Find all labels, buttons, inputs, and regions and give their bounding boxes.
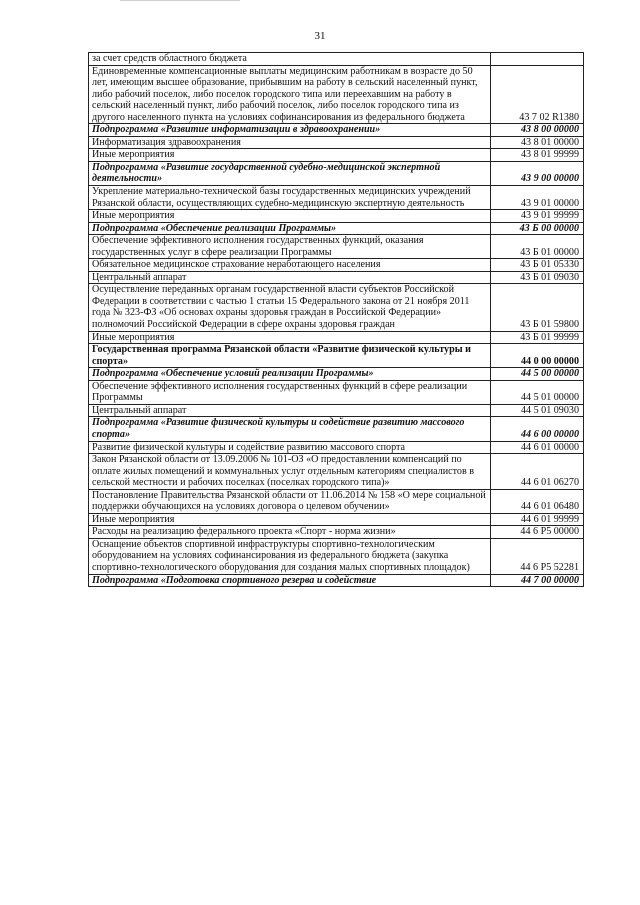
- row-code-cell: 44 6 00 00000: [491, 417, 584, 441]
- row-name-cell: Центральный аппарат: [89, 404, 491, 417]
- table-row: [89, 454, 584, 490]
- row-code-cell: 43 8 01 99999: [491, 149, 584, 162]
- row-code-cell: 43 8 00 00000: [491, 124, 584, 137]
- row-code-cell: 44 7 00 00000: [491, 574, 584, 587]
- table-row: [89, 513, 584, 526]
- row-code-cell: 44 6 01 00000: [491, 441, 584, 454]
- table-row: [89, 161, 584, 185]
- table-row: [89, 380, 584, 404]
- row-code-cell: 44 0 00 00000: [491, 344, 584, 368]
- row-code-cell: 43 Б 01 59800: [491, 284, 584, 331]
- row-name-cell: Информатизация здравоохранения: [89, 136, 491, 149]
- row-name-cell: Обеспечение эффективного исполнения государственных функций, оказания государственных услуг в сфере реализации Программы: [89, 235, 491, 259]
- table-row: [89, 526, 584, 539]
- table-row: [89, 331, 584, 344]
- row-name-cell: Государственная программа Рязанской области «Развитие физической культуры и спорта»: [89, 344, 491, 368]
- row-code-cell: 43 Б 01 00000: [491, 235, 584, 259]
- row-name-cell: Обеспечение эффективного исполнения государственных функций в сфере реализации Программы: [89, 380, 491, 404]
- table-row: [89, 417, 584, 441]
- table-row: [89, 344, 584, 368]
- row-name-cell: Оснащение объектов спортивной инфраструктуры спортивно-технологическим оборудованием на условиях софинансирования из федерального бюджета (закупка спортивно-технологического оборудования для создания малых спортивных площадок): [89, 538, 491, 574]
- row-name-cell: Подпрограмма «Развитие информатизации в здравоохранении»: [89, 124, 491, 137]
- table-row: [89, 53, 584, 66]
- row-code-cell: 43 Б 01 05330: [491, 259, 584, 272]
- row-code-cell: [491, 53, 584, 66]
- row-name-cell: Расходы на реализацию федерального проекта «Спорт - норма жизни»: [89, 526, 491, 539]
- row-code-cell: 44 5 01 00000: [491, 380, 584, 404]
- table-row: [89, 65, 584, 124]
- table-row: [89, 149, 584, 162]
- row-name-cell: Развитие физической культуры и содействие развитию массового спорта: [89, 441, 491, 454]
- row-code-cell: 43 7 02 R1380: [491, 65, 584, 124]
- row-code-cell: 43 9 01 99999: [491, 210, 584, 223]
- row-name-cell: Осуществление переданных органам государственной власти субъектов Российской Федерации в соответствии с частью 1 статьи 15 Федерального закона от 21 ноября 2011 года № 323-ФЗ «Об основах охраны здоровья граждан в Российской Федерации» полномочий Российской Федерации в сфере охраны здоровья граждан: [89, 284, 491, 331]
- table-row: [89, 368, 584, 381]
- row-name-cell: Подпрограмма «Подготовка спортивного резерва и содействие: [89, 574, 491, 587]
- row-code-cell: 44 6 01 99999: [491, 513, 584, 526]
- table-row: [89, 284, 584, 331]
- row-name-cell: Закон Рязанской области от 13.09.2006 № 101-ОЗ «О предоставлении компенсаций по оплате жилых помещений и коммунальных услуг отдельным категориям специалистов в сельской местности и рабочих поселках (поселках городского типа)»: [89, 454, 491, 490]
- row-code-cell: 44 6 01 06480: [491, 489, 584, 513]
- table-row: [89, 222, 584, 235]
- table-row: [89, 574, 584, 587]
- row-name-cell: Иные мероприятия: [89, 149, 491, 162]
- table-row: [89, 259, 584, 272]
- row-code-cell: 44 5 00 00000: [491, 368, 584, 381]
- row-name-cell: Иные мероприятия: [89, 331, 491, 344]
- row-code-cell: 44 6 01 06270: [491, 454, 584, 490]
- row-name-cell: Центральный аппарат: [89, 271, 491, 284]
- table-row: [89, 489, 584, 513]
- row-code-cell: 43 8 01 00000: [491, 136, 584, 149]
- page-number: 31: [314, 30, 326, 42]
- row-name-cell: за счет средств областного бюджета: [89, 53, 491, 66]
- table-row: [89, 271, 584, 284]
- table-row: [89, 210, 584, 223]
- row-name-cell: Единовременные компенсационные выплаты медицинским работникам в возрасте до 50 лет, имеющим высшее образование, прибывшим на работу в сельский населенный пункт, либо рабочий поселок, либо поселок городского типа или переехавшим на работу в сельский населенный пункт, либо рабочий поселок, либо поселок городского типа из другого населенного пункта на условиях софинансирования из федерального бюджета: [89, 65, 491, 124]
- row-name-cell: Подпрограмма «Развитие физической культуры и содействие развитию массового спорта»: [89, 417, 491, 441]
- row-code-cell: 43 Б 01 09030: [491, 271, 584, 284]
- row-code-cell: 43 Б 00 00000: [491, 222, 584, 235]
- table-row: [89, 538, 584, 574]
- table-row: [89, 124, 584, 137]
- table-row: [89, 186, 584, 210]
- table-row: [89, 441, 584, 454]
- row-code-cell: 43 9 01 00000: [491, 186, 584, 210]
- row-name-cell: Подпрограмма «Развитие государственной судебно-медицинской экспертной деятельности»: [89, 161, 491, 185]
- row-name-cell: Укрепление материально-технической базы государственных медицинских учреждений Рязанской области, осуществляющих судебно-медицинскую экспертную деятельность: [89, 186, 491, 210]
- table-row: [89, 235, 584, 259]
- row-name-cell: Подпрограмма «Обеспечение реализации Программы»: [89, 222, 491, 235]
- table-row: [89, 136, 584, 149]
- row-name-cell: Постановление Правительства Рязанской области от 11.06.2014 № 158 «О мере социальной поддержки обучающихся на условиях договора о целевом обучении»: [89, 489, 491, 513]
- row-name-cell: Иные мероприятия: [89, 210, 491, 223]
- row-code-cell: 44 6 P5 00000: [491, 526, 584, 539]
- row-code-cell: 43 Б 01 99999: [491, 331, 584, 344]
- budget-classification-table: [88, 52, 584, 587]
- row-code-cell: 43 9 00 00000: [491, 161, 584, 185]
- scan-top-line: [120, 0, 240, 1]
- table-row: [89, 404, 584, 417]
- row-name-cell: Обязательное медицинское страхование неработающего населения: [89, 259, 491, 272]
- row-name-cell: Иные мероприятия: [89, 513, 491, 526]
- row-code-cell: 44 6 P5 52281: [491, 538, 584, 574]
- row-name-cell: Подпрограмма «Обеспечение условий реализации Программы»: [89, 368, 491, 381]
- row-code-cell: 44 5 01 09030: [491, 404, 584, 417]
